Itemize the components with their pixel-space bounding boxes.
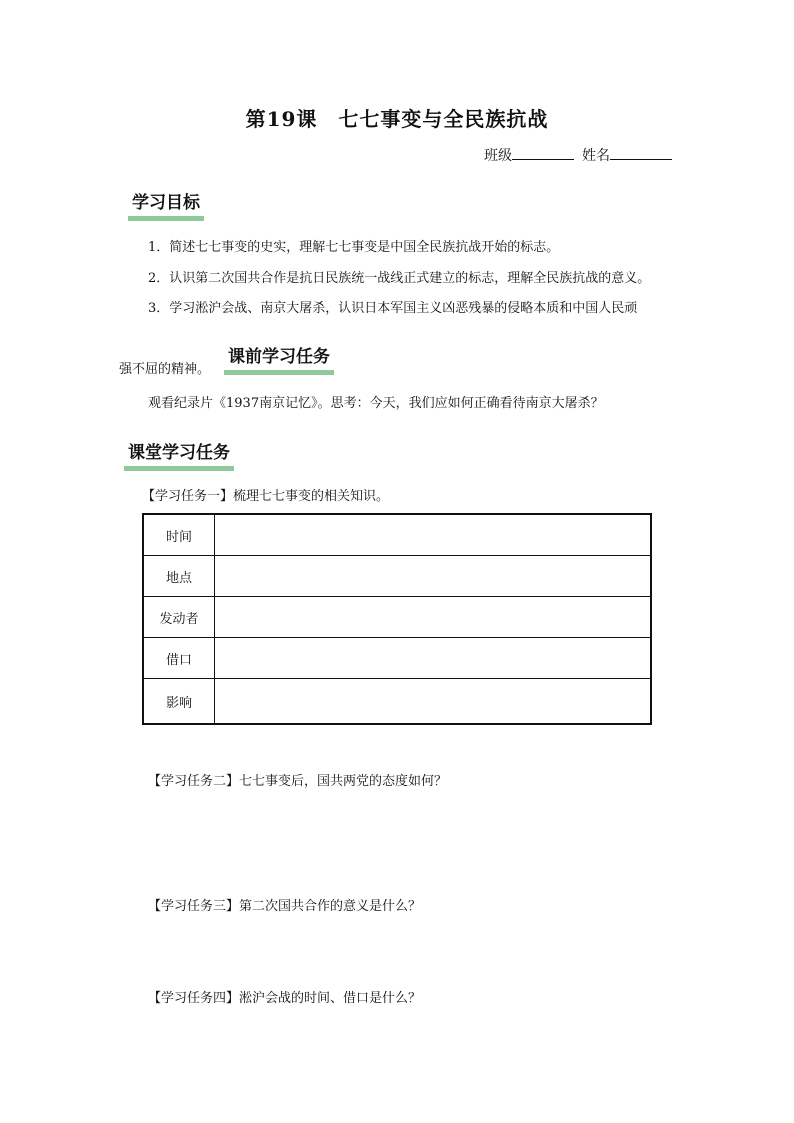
name-label: 姓名 xyxy=(582,148,610,164)
task-2: 【学习任务二】七七事变后，国共两党的态度如何？ xyxy=(148,774,448,789)
page-title: 第19课 七七事变与全民族抗战 xyxy=(245,107,549,131)
table-row xyxy=(143,679,651,725)
row-label-time: 时间 xyxy=(143,514,215,556)
objective-item-2: 2．认识第二次国共合作是抗日民族统一战线正式建立的标志，理解全民族抗战的意义。 xyxy=(148,271,651,286)
answer-cell-initiator[interactable] xyxy=(215,597,652,638)
name-line xyxy=(484,145,672,165)
task-4: 【学习任务四】淞沪会战的时间、借口是什么？ xyxy=(148,991,422,1006)
table-row xyxy=(143,597,651,638)
inclass-heading: 课堂学习任务 xyxy=(124,442,234,471)
row-label-impact: 影响 xyxy=(143,679,215,725)
objective-item-1: 1．简述七七事变的史实，理解七七事变是中国全民族抗战开始的标志。 xyxy=(148,240,560,255)
answer-cell-place[interactable] xyxy=(215,556,652,597)
preclass-text: 观看纪录片《1937南京记忆》。思考：今天，我们应如何正确看待南京大屠杀？ xyxy=(148,396,604,411)
answer-cell-time[interactable] xyxy=(215,514,652,556)
answer-cell-pretext[interactable] xyxy=(215,638,652,679)
name-blank[interactable] xyxy=(610,145,672,160)
objective-item-3-continuation: 强不屈的精神。 xyxy=(119,362,211,377)
knowledge-table xyxy=(142,513,652,725)
objectives-heading: 学习目标 xyxy=(128,192,204,221)
objective-item-3: 3．学习淞沪会战、南京大屠杀，认识日本军国主义凶恶残暴的侵略本质和中国人民顽 xyxy=(148,301,638,316)
row-label-initiator: 发动者 xyxy=(143,597,215,638)
table-row xyxy=(143,556,651,597)
class-label: 班级 xyxy=(484,148,512,164)
task-1: 【学习任务一】梳理七七事变的相关知识。 xyxy=(142,489,390,504)
row-label-place: 地点 xyxy=(143,556,215,597)
table-row xyxy=(143,638,651,679)
answer-cell-impact[interactable] xyxy=(215,679,652,725)
table-row xyxy=(143,514,651,556)
task-3: 【学习任务三】第二次国共合作的意义是什么？ xyxy=(148,899,422,914)
row-label-pretext: 借口 xyxy=(143,638,215,679)
preclass-heading: 课前学习任务 xyxy=(224,346,334,375)
class-blank[interactable] xyxy=(512,145,574,160)
